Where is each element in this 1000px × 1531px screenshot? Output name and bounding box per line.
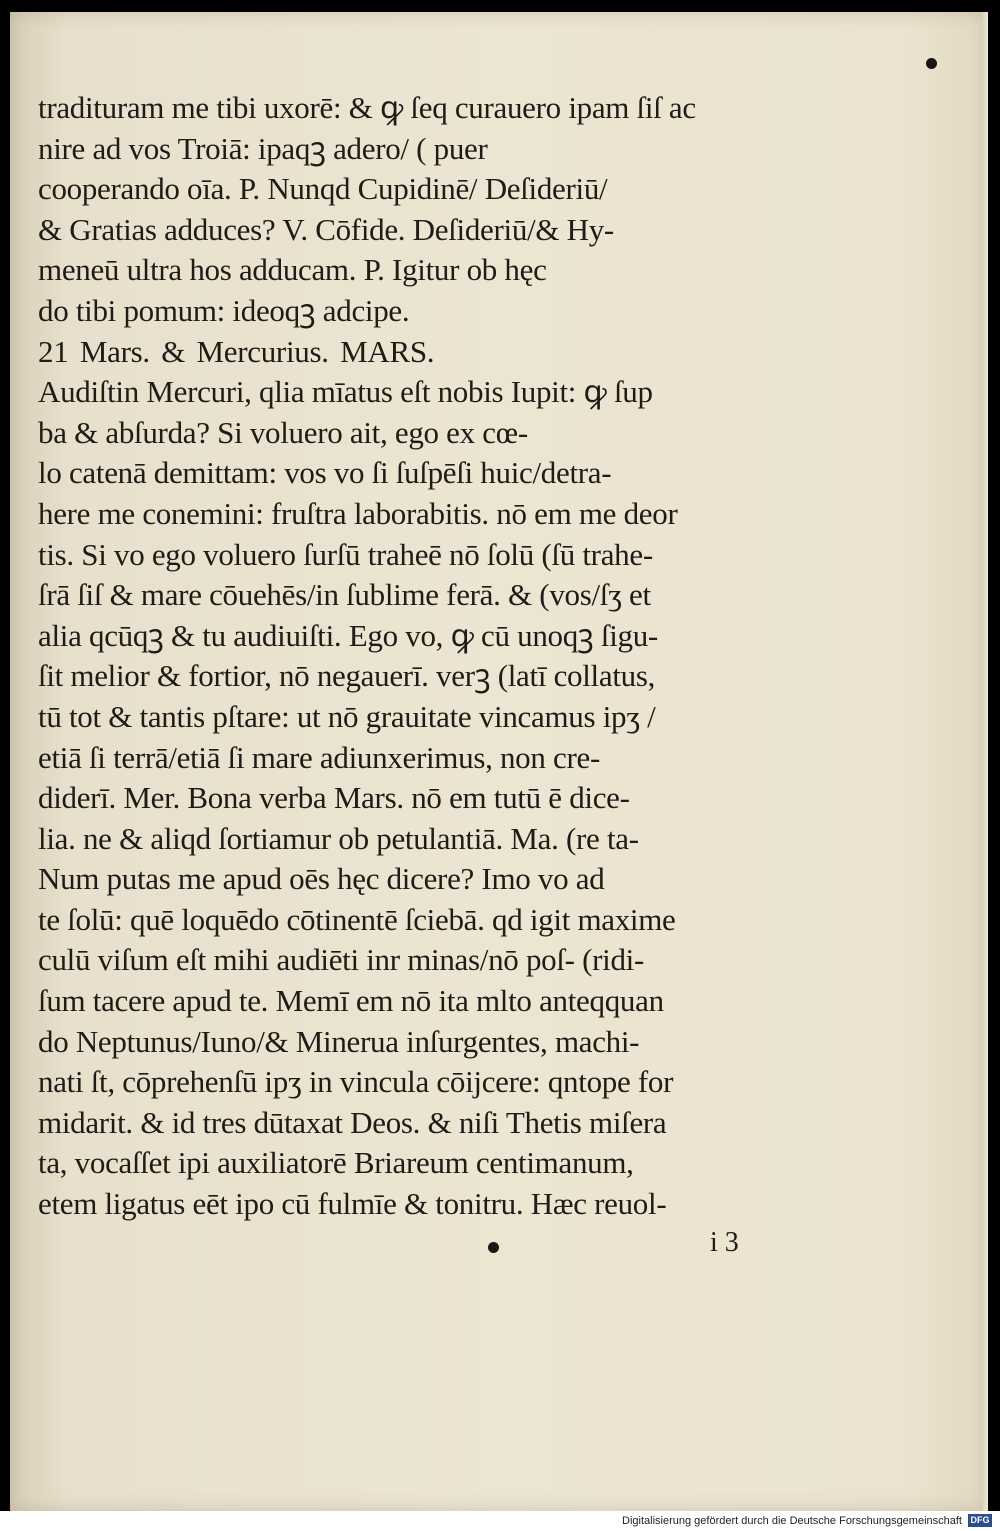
text-line: & Gratias adduces? V. Cōfide. Deſideriū/& Hy- bbox=[38, 211, 614, 247]
text-line: nati ſt, cōprehenſū ipʒ in vincula cōijcere: qntope for bbox=[38, 1064, 674, 1100]
text-line: alia qcūqꝫ & tu audiuiſti. Ego vo, ꝙ cū unoqꝫ ſigu- bbox=[38, 617, 658, 653]
signature-mark: i 3 bbox=[710, 1227, 739, 1258]
text-line: te ſolū: quē loquēdo cōtinentē ſciebā. qd igit maxime bbox=[38, 901, 676, 937]
text-line: tis. Si vo ego voluero ſurſū traheē nō ſolū (ſū trahe- bbox=[38, 536, 653, 572]
ink-dot-mark bbox=[926, 58, 937, 69]
text-line: meneū ultra hos adducam. P. Igitur ob hęc bbox=[38, 252, 547, 288]
text-line: do Neptunus/Iuno/& Minerua inſurgentes, machi- bbox=[38, 1023, 640, 1059]
section-heading: 21 Mars. & Mercurius. MARS. bbox=[38, 333, 435, 369]
text-line: tū tot & tantis pſtare: ut nō grauitate vincamus ipʒ / bbox=[38, 698, 656, 734]
text-line: ſum tacere apud te. Memī em nō ita mlto anteqquan bbox=[38, 983, 664, 1019]
text-line: lia. ne & aliqd ſortiamur ob petulantiā. Ma. (re ta- bbox=[38, 820, 639, 856]
text-line: lo catenā demittam: vos vo ſi ſuſpēſi huic/detra- bbox=[38, 455, 612, 491]
text-line: ſrā ſiſ & mare cōuehēs/in ſublime ferā. & (vos/ſʒ et bbox=[38, 577, 651, 613]
text-line: culū viſum eſt mihi audiēti inr minas/nō poſ- (ridi- bbox=[38, 942, 645, 978]
footer-bar bbox=[0, 1511, 1000, 1531]
page-edge bbox=[982, 12, 988, 1511]
dfg-logo: DFG bbox=[968, 1514, 992, 1527]
ink-dot-mark bbox=[488, 1242, 499, 1253]
page-text bbox=[38, 88, 828, 1225]
funding-credit: Digitalisierung gefördert durch die Deutsche Forschungsgemeinschaft bbox=[622, 1515, 962, 1527]
text-line: Audiſtin Mercuri, qlia mīatus eſt nobis Iupit: ꝙ ſup bbox=[38, 374, 653, 410]
text-line: do tibi pomum: ideoqꝫ adcipe. bbox=[38, 292, 410, 328]
text-line: ba & abſurda? Si voluero ait, ego ex cœ- bbox=[38, 414, 528, 450]
text-line: nire ad vos Troiā: ipaqꝫ adero/ ( puer bbox=[38, 130, 488, 166]
text-line: Num putas me apud oēs hęc dicere? Imo vo ad bbox=[38, 861, 605, 897]
text-line: here me conemini: fruſtra laborabitis. nō em me deor bbox=[38, 495, 678, 531]
text-line: tradituram me tibi uxorē: & ꝙ ſeq curauero ipam ſiſ ac bbox=[38, 90, 696, 125]
text-line: ſit melior & fortior, nō negauerī. verꝫ (latī collatus, bbox=[38, 658, 656, 694]
text-line: ta, vocaſſet ipi auxiliatorē Briareum centimanum, bbox=[38, 1145, 634, 1181]
text-line: etem ligatus eēt ipo cū fulmīe & tonitru. Hæc reuol- bbox=[38, 1186, 667, 1222]
text-line: diderī. Mer. Bona verba Mars. nō em tutū ē dice- bbox=[38, 780, 630, 816]
text-line: etiā ſi terrā/etiā ſi mare adiunxerimus, non cre- bbox=[38, 739, 600, 775]
text-line: midarit. & id tres dūtaxat Deos. & niſi Thetis miſera bbox=[38, 1104, 667, 1140]
text-line: cooperando oīa. P. Nunqd Cupidinē/ Deſideriū/ bbox=[38, 171, 608, 207]
